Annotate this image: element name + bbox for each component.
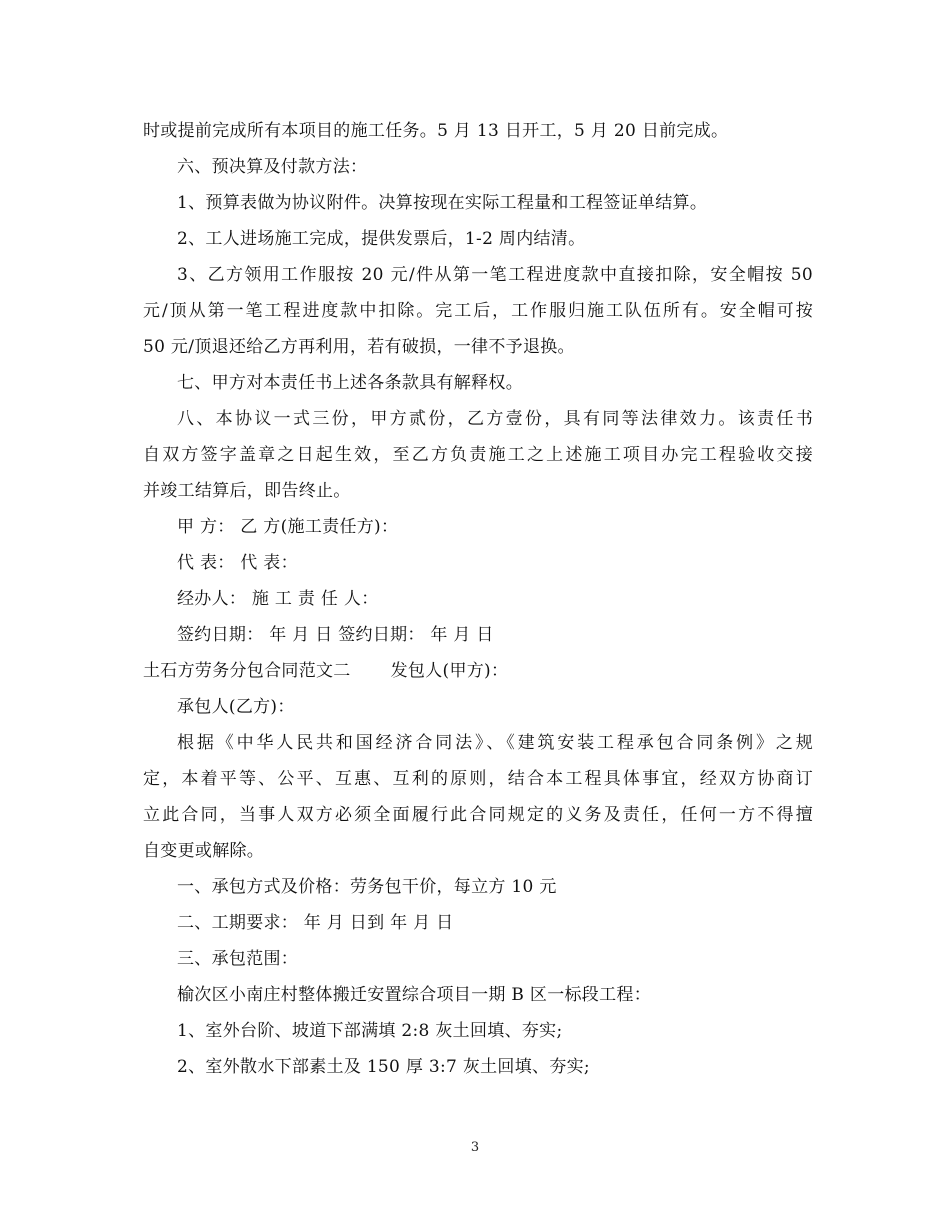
text-line: 元/顶从第一笔工程进度款中扣除。完工后，工作服归施工队伍所有。安全帽可按	[143, 301, 813, 321]
text-line: 3、乙方领用工作服按 20 元/件从第一笔工程进度款中直接扣除，安全帽按 50	[177, 265, 813, 285]
text-line: 立此合同，当事人双方必须全面履行此合同规定的义务及责任，任何一方不得擅	[143, 805, 813, 825]
signature-handler-line: 经办人： 施 工 责 任 人：	[177, 589, 379, 609]
text-line: 并竣工结算后，即告终止。	[143, 481, 351, 501]
text-line: 定，本着平等、公平、互惠、互利的原则，结合本工程具体事宜，经双方协商订	[143, 769, 813, 789]
text-line: 根据《中华人民共和国经济合同法》、《建筑安装工程承包合同条例》之规	[177, 733, 813, 753]
document-body	[143, 113, 813, 1085]
contract-title: 土石方劳务分包合同范文二	[143, 661, 351, 681]
page-number: 3	[470, 1140, 480, 1155]
section-heading: 三、承包范围：	[177, 949, 299, 969]
text-line: 自变更或解除。	[143, 841, 265, 861]
text-line: 榆次区小南庄村整体搬迁安置综合项目一期 B 区一标段工程：	[177, 985, 651, 1005]
section-heading: 二、工期要求： 年 月 日到 年 月 日	[177, 913, 454, 933]
text-line: 1、室外台阶、坡道下部满填 2:8 灰土回填、夯实;	[177, 1021, 563, 1041]
contractor-label: 承包人(乙方)：	[177, 697, 295, 717]
section-heading: 一、承包方式及价格：劳务包干价，每立方 10 元	[177, 877, 557, 897]
section-heading: 六、预决算及付款方法：	[177, 157, 368, 177]
section-heading: 七、甲方对本责任书上述各条款具有解释权。	[177, 373, 523, 393]
text-line: 2、工人进场施工完成，提供发票后，1-2 周内结清。	[177, 229, 586, 249]
text-line: 50 元/顶退还给乙方再利用，若有破损，一律不予退换。	[143, 337, 575, 357]
signature-party-line: 甲 方： 乙 方(施工责任方)：	[177, 517, 399, 537]
signature-representative-line: 代 表： 代 表：	[177, 553, 298, 573]
employer-label: 发包人(甲方)：	[390, 661, 509, 681]
text-line: 时或提前完成所有本项目的施工任务。5 月 13 日开工，5 月 20 日前完成。	[143, 121, 729, 141]
signature-date-line: 签约日期： 年 月 日 签约日期： 年 月 日	[177, 625, 494, 645]
text-line: 自双方签字盖章之日起生效，至乙方负责施工之上述施工项目办完工程验收交接	[143, 445, 813, 465]
section-heading: 八、本协议一式三份，甲方贰份，乙方壹份，具有同等法律效力。该责任书	[177, 409, 813, 429]
text-line: 2、室外散水下部素土及 150 厚 3:7 灰土回填、夯实;	[177, 1057, 590, 1077]
text-line: 1、预算表做为协议附件。决算按现在实际工程量和工程签证单结算。	[177, 193, 708, 213]
contract-title-line	[143, 653, 813, 689]
